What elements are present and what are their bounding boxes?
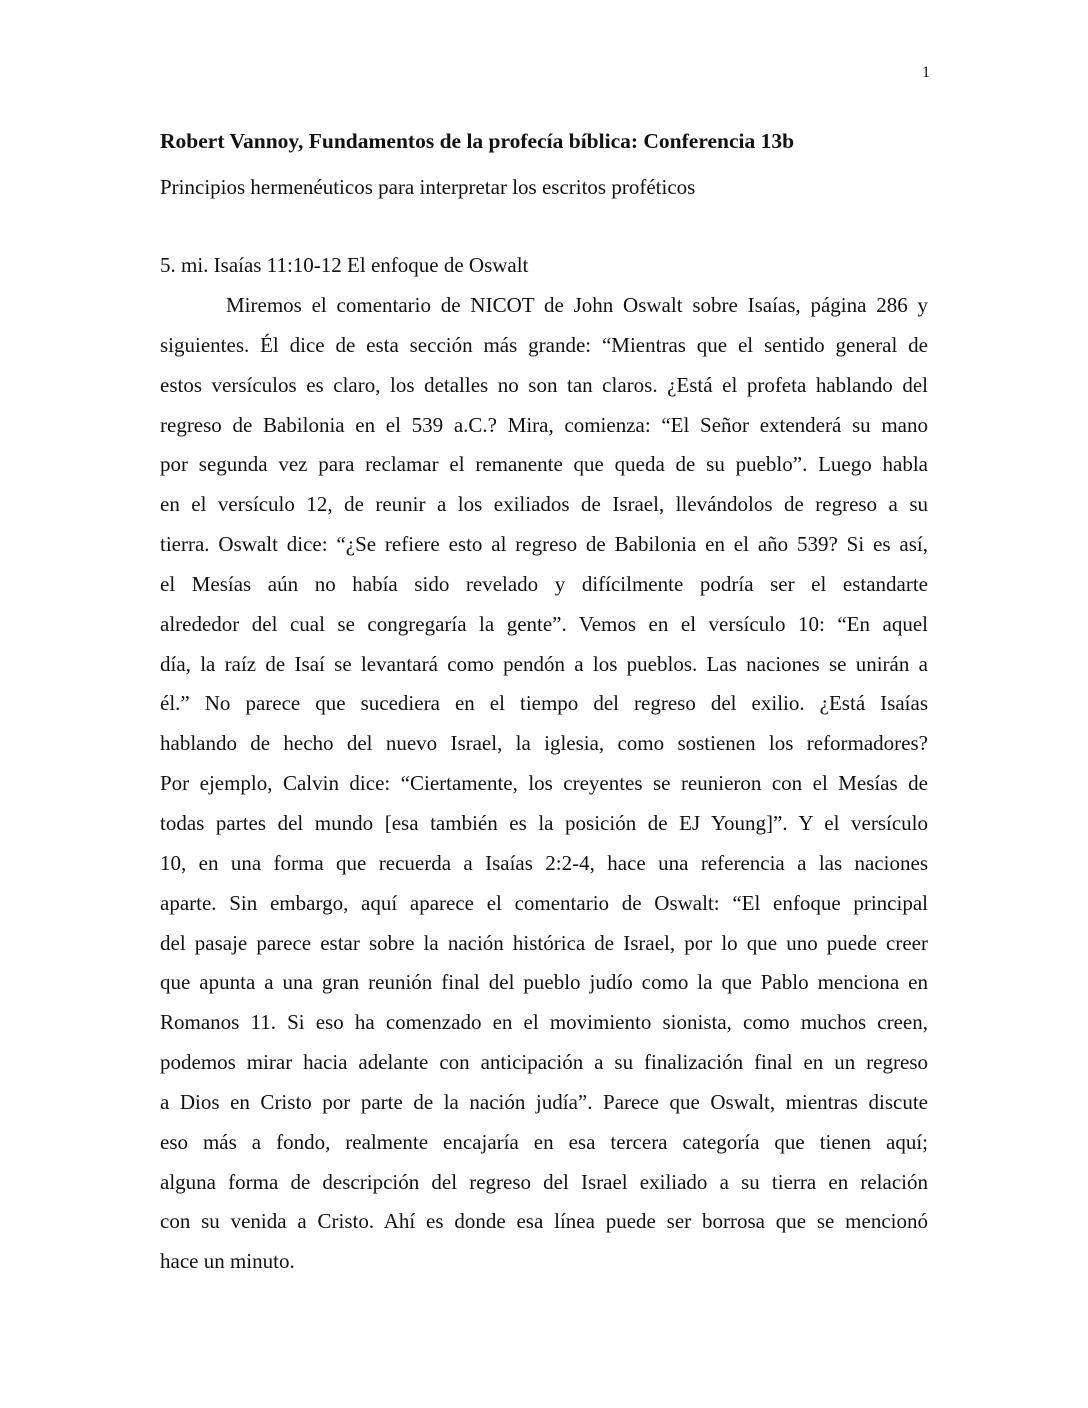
paragraph-line: que apunta a una gran reunión final del pueblo judío como la que Pablo menciona en [160, 970, 928, 995]
paragraph-line: día, la raíz de Isaí se levantará como pendón a los pueblos. Las naciones se unirán a [160, 651, 928, 676]
paragraph-line: a Dios en Cristo por parte de la nación judía”. Parece que Oswalt, mientras discute [160, 1089, 928, 1114]
body-paragraph [160, 293, 928, 1289]
paragraph-line: todas partes del mundo [esa también es la posición de EJ Young]”. Y el versículo [160, 810, 928, 835]
paragraph-line: del pasaje parece estar sobre la nación histórica de Israel, por lo que uno puede creer [160, 930, 928, 955]
paragraph-line: podemos mirar hacia adelante con anticipación a su finalización final en un regreso [160, 1050, 928, 1075]
paragraph-line: alrededor del cual se congregaría la gente”. Vemos en el versículo 10: “En aquel [160, 611, 928, 636]
paragraph-line: tierra. Oswalt dice: “¿Se refiere esto al regreso de Babilonia en el año 539? Si es así, [160, 532, 928, 557]
document-title: Robert Vannoy, Fundamentos de la profecía bíblica: Conferencia 13b [160, 129, 795, 153]
paragraph-line: hablando de hecho del nuevo Israel, la iglesia, como sostienen los reformadores? [160, 731, 928, 756]
paragraph-line: con su venida a Cristo. Ahí es donde esa línea puede ser borrosa que se mencionó [160, 1209, 928, 1234]
paragraph-line: aparte. Sin embargo, aquí aparece el comentario de Oswalt: “El enfoque principal [160, 890, 928, 915]
paragraph-line: siguientes. Él dice de esta sección más grande: “Mientras que el sentido general de [160, 332, 928, 357]
page-number: 1 [922, 64, 930, 81]
paragraph-line: el Mesías aún no había sido revelado y difícilmente podría ser el estandarte [160, 571, 928, 596]
paragraph-line: en el versículo 12, de reunir a los exiliados de Israel, llevándolos de regreso a su [160, 492, 928, 517]
paragraph-line: hace un minuto. [160, 1249, 295, 1274]
paragraph-line: regreso de Babilonia en el 539 a.C.? Mira, comienza: “El Señor extenderá su mano [160, 412, 928, 437]
paragraph-line: Miremos el comentario de NICOT de John Oswalt sobre Isaías, página 286 y [226, 293, 928, 317]
paragraph-line: Por ejemplo, Calvin dice: “Ciertamente, los creyentes se reunieron con el Mesías de [160, 771, 928, 796]
paragraph-line: eso más a fondo, realmente encajaría en esa tercera categoría que tienen aquí; [160, 1129, 928, 1154]
paragraph-line: Romanos 11. Si eso ha comenzado en el movimiento sionista, como muchos creen, [160, 1010, 928, 1035]
paragraph-line: alguna forma de descripción del regreso del Israel exiliado a su tierra en relación [160, 1169, 928, 1194]
document-subtitle: Principios hermenéuticos para interpretar los escritos proféticos [160, 175, 696, 199]
section-heading: 5. mi. Isaías 11:10-12 El enfoque de Oswalt [160, 253, 529, 277]
paragraph-line: estos versículos es claro, los detalles no son tan claros. ¿Está el profeta hablando del [160, 372, 928, 397]
paragraph-line: 10, en una forma que recuerda a Isaías 2:2-4, hace una referencia a las naciones [160, 850, 928, 875]
paragraph-line: por segunda vez para reclamar el remanente que queda de su pueblo”. Luego habla [160, 452, 928, 477]
paragraph-line: él.” No parece que sucediera en el tiempo del regreso del exilio. ¿Está Isaías [160, 691, 928, 716]
